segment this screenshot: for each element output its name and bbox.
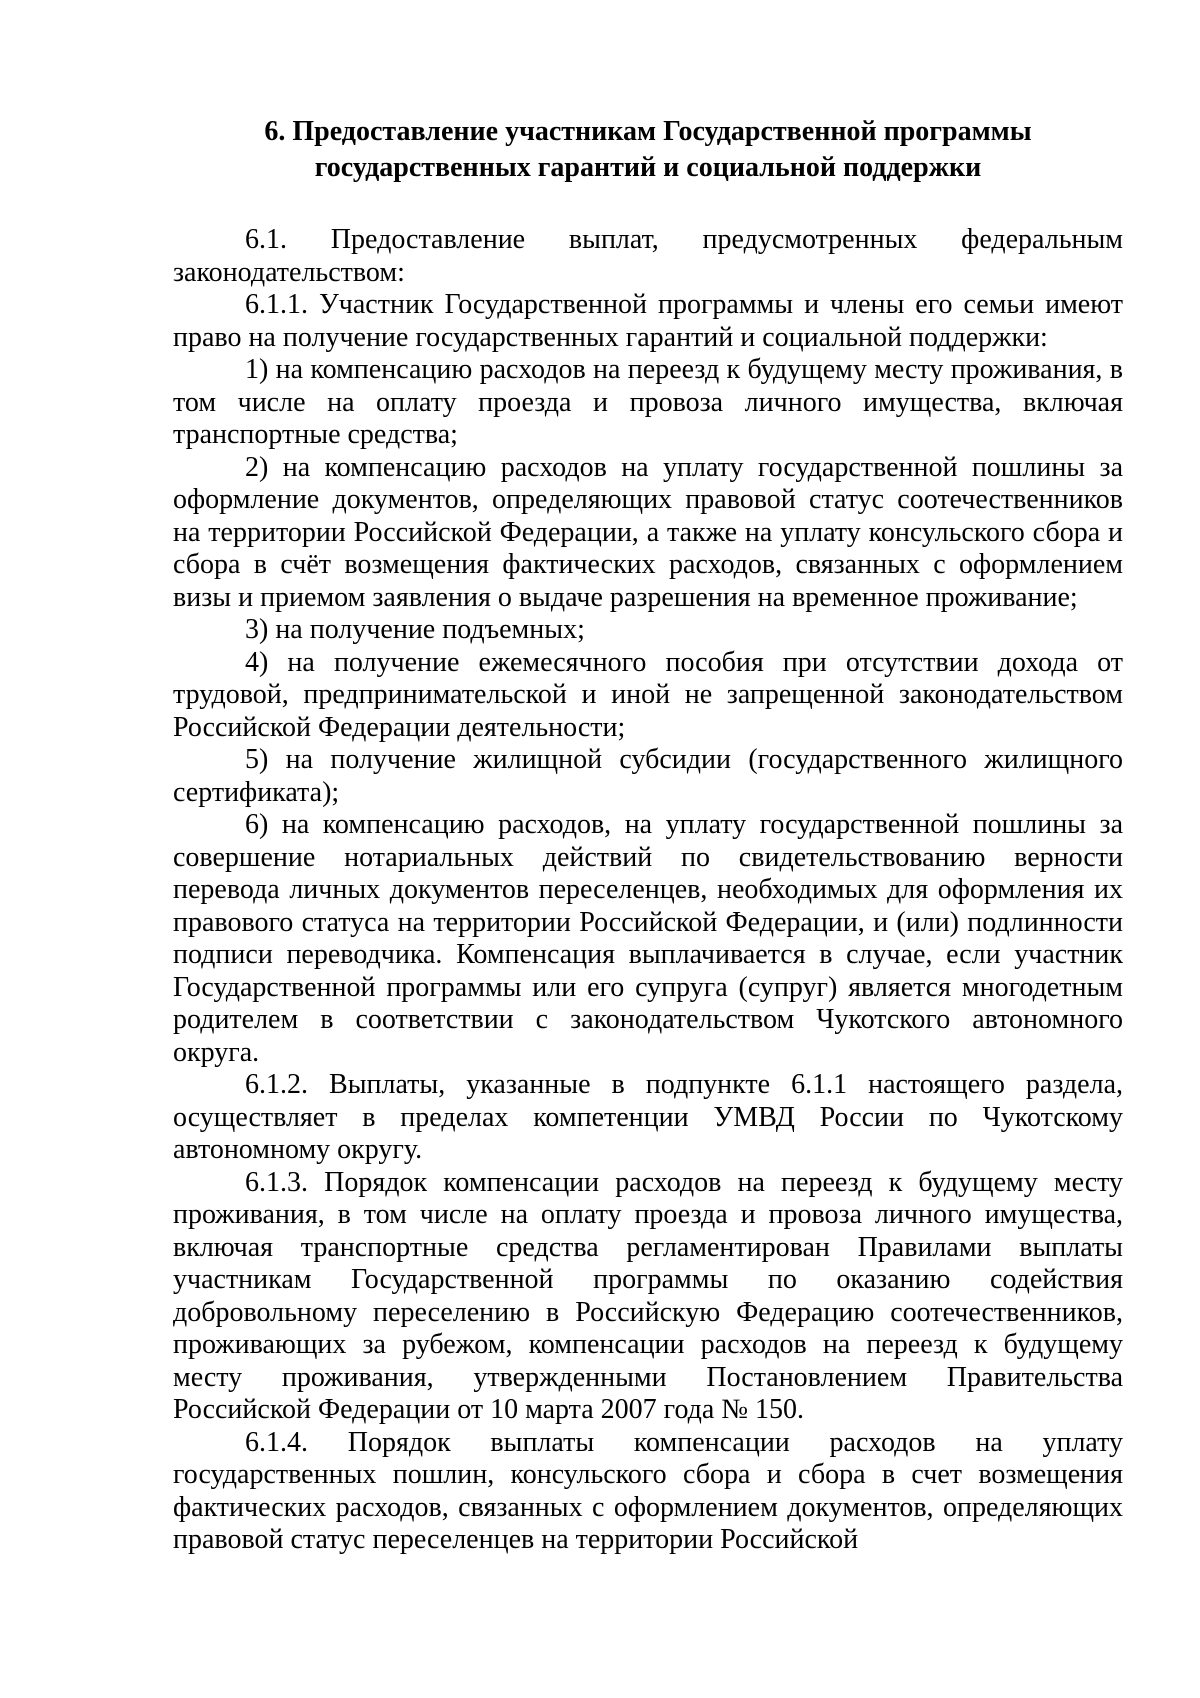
list-item-1: 1) на компенсацию расходов на переезд к будущему месту проживания, в том числе на оплату проезда и провоза личного имущества, включая транспортные средства;	[173, 354, 1123, 450]
paragraph-6-1-1: 6.1.1. Участник Государственной программы и члены его семьи имеют право на получение государственных гарантий и социальной поддержки:	[173, 289, 1123, 353]
paragraph-6-1-3: 6.1.3. Порядок компенсации расходов на переезд к будущему месту проживания, в том числе на оплату проезда и провоза личного имущества, включая транспортные средства регламентирован Правилами выплаты участникам Государственной программы по оказанию содействия добровольному переселению в Российскую Федерацию соотечественников, проживающих за рубежом, компенсации расходов на переезд к будущему месту проживания, утвержденными Постановлением Правительства Российской Федерации от 10 марта 2007 года № 150.	[173, 1166, 1123, 1425]
list-item-6: 6) на компенсацию расходов, на уплату государственной пошлины за совершение нотариальных действий по свидетельствованию верности перевода личных документов переселенцев, необходимых для оформления их правового статуса на территории Российской Федерации, и (или) подлинности подписи переводчика. Компенсация выплачивается в случае, если участник Государственной программы или его супруга (супруг) является многодетным родителем в соответствии с законодательством Чукотского автономного округа.	[173, 809, 1123, 1068]
paragraph-6-1-2: 6.1.2. Выплаты, указанные в подпункте 6.1.1 настоящего раздела, осуществляет в пределах компетенции УМВД России по Чукотскому автономному округу.	[173, 1069, 1123, 1165]
list-item-2: 2) на компенсацию расходов на уплату государственной пошлины за оформление документов, определяющих правовой статус соотечественников на территории Российской Федерации, а также на уплату консульского сбора и сбора в счёт возмещения фактических расходов, связанных с оформлением визы и приемом заявления о выдаче разрешения на временное проживание;	[173, 451, 1123, 613]
paragraph-6-1: 6.1. Предоставление выплат, предусмотренных федеральным законодательством:	[173, 224, 1123, 288]
section-heading	[173, 114, 1123, 186]
list-item-5: 5) на получение жилищной субсидии (государственного жилищного сертификата);	[173, 744, 1123, 808]
heading-line-1: 6. Предоставление участникам Государственной программы	[264, 116, 1032, 147]
list-item-3: 3) на получение подъемных;	[245, 614, 585, 645]
paragraph-6-1-4: 6.1.4. Порядок выплаты компенсации расходов на уплату государственных пошлин, консульского сбора и сбора в счет возмещения фактических расходов, связанных с оформлением документов, определяющих правовой статус переселенцев на территории Российской	[173, 1426, 1123, 1555]
document-page	[173, 114, 1123, 1557]
heading-line-2: государственных гарантий и социальной поддержки	[314, 152, 982, 183]
list-item-4: 4) на получение ежемесячного пособия при отсутствии дохода от трудовой, предпринимательской и иной не запрещенной законодательством Российской Федерации деятельности;	[173, 646, 1123, 743]
